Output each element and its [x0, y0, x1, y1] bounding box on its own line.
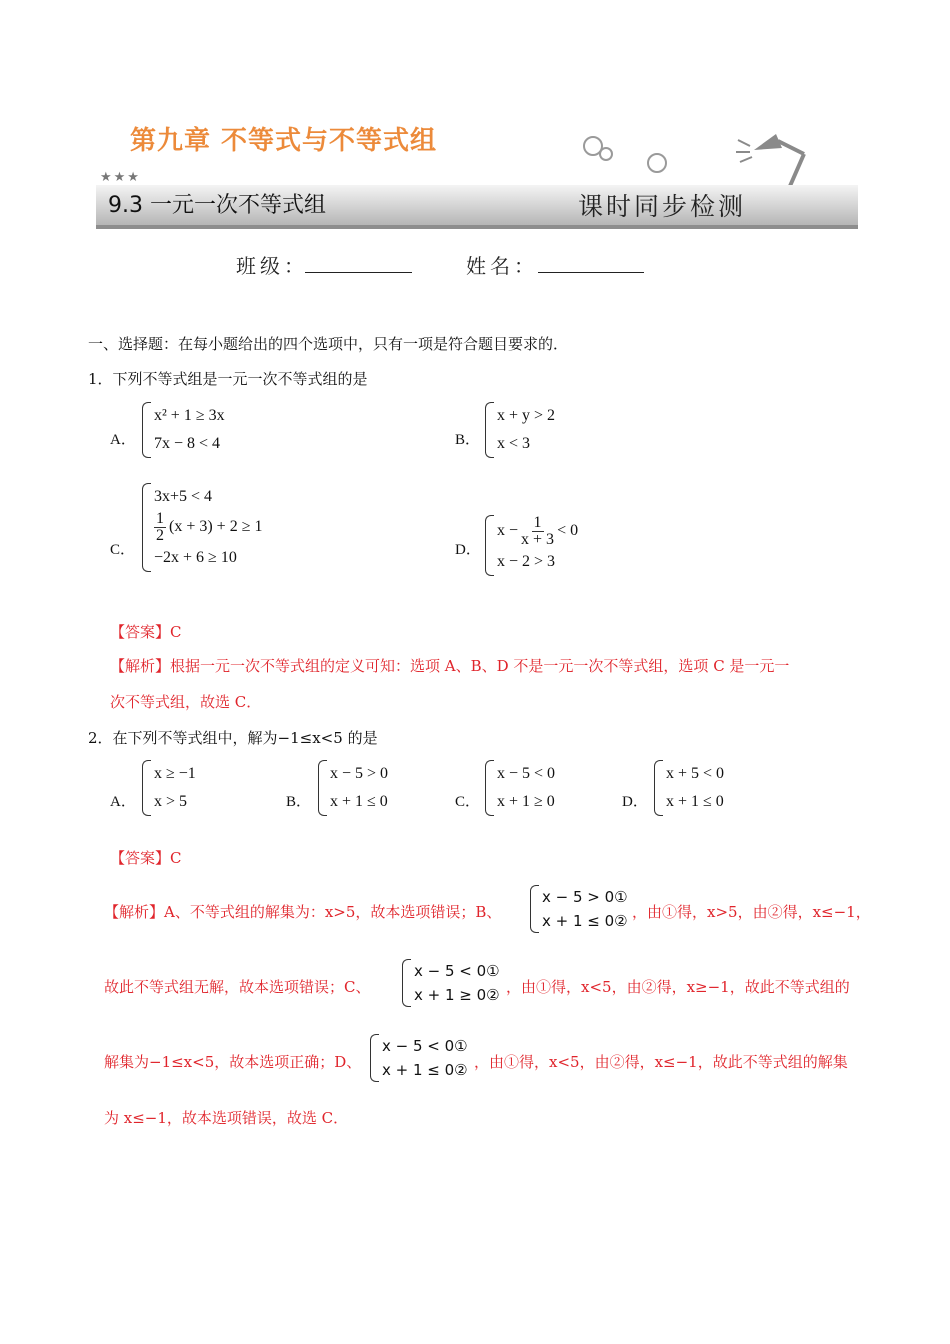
q2-a-line1: x ≥ −1: [154, 765, 196, 782]
q2-option-b-system: [318, 760, 388, 816]
q1-a-line1: x² + 1 ≥ 3x: [154, 407, 225, 424]
q1-a-line2: 7x − 8 < 4: [154, 435, 221, 452]
q2-a1-line2: x + 1 ≤ 0②: [542, 912, 628, 930]
q2-option-c-system: [485, 760, 555, 816]
q2-stem: 2．在下列不等式组中，解为−1≤x<5 的是: [88, 729, 378, 747]
class-field[interactable]: [305, 248, 412, 273]
q2-d-line1: x + 5 < 0: [666, 765, 725, 782]
q2-a1-line1: x − 5 > 0①: [542, 888, 628, 906]
q1-c-line2-rest: (x + 3) + 2 ≥ 1: [169, 518, 263, 536]
q1-c-line1: 3x+5 < 4: [154, 488, 213, 505]
section-title: 9.3 一元一次不等式组: [108, 193, 326, 218]
q2-analysis-2-system: [402, 959, 500, 1007]
q2-analysis-3-system: [370, 1034, 468, 1082]
q1-d-frac-num: 1: [533, 514, 542, 531]
q2-option-b-letter: B．: [286, 794, 312, 810]
q1-option-b-system: [485, 402, 555, 458]
desk-lamp-icon: [732, 128, 812, 190]
class-label: 班级：: [236, 254, 308, 278]
q1-option-c-system: [142, 483, 262, 572]
q2-analysis-3-pre: 解集为−1≤x<5，故本选项正确；D、: [104, 1053, 362, 1071]
q1-c-line3: −2x + 6 ≥ 10: [154, 549, 237, 566]
q2-analysis-1-system: [530, 885, 628, 933]
q1-c-frac-den: 2: [156, 527, 164, 544]
name-label: 姓名：: [466, 254, 538, 278]
q2-c-line2: x + 1 ≥ 0: [497, 793, 555, 810]
q2-answer: 【答案】C: [110, 849, 182, 867]
q1-answer: 【答案】C: [110, 623, 182, 641]
chapter-title: 第九章 不等式与不等式组: [130, 126, 438, 156]
q2-a-line2: x > 5: [154, 793, 188, 810]
q1-d-frac-den: x + 3: [521, 531, 555, 548]
q2-option-c-letter: C．: [455, 794, 481, 810]
name-field[interactable]: [538, 248, 644, 273]
q1-b-line2: x < 3: [497, 435, 531, 452]
q2-d-line2: x + 1 ≤ 0: [666, 793, 724, 810]
q1-b-line1: x + y > 2: [497, 407, 556, 424]
bubbles-decoration: [580, 130, 680, 185]
q1-c-frac-num: 1: [156, 510, 164, 527]
q2-a2-line2: x + 1 ≥ 0②: [414, 986, 500, 1004]
q2-c-line1: x − 5 < 0: [497, 765, 556, 782]
q1-option-b-letter: B．: [455, 432, 481, 448]
section-heading: 一、选择题：在每小题给出的四个选项中，只有一项是符合题目要求的．: [88, 335, 569, 353]
q2-option-a-letter: A．: [110, 794, 136, 810]
q2-analysis-1-pre: 【解析】A、不等式组的解集为：x>5，故本选项错误；B、: [104, 903, 502, 921]
q1-option-d-letter: D．: [455, 542, 481, 558]
q2-analysis-2-pre: 故此不等式组无解，故本选项错误；C、: [104, 978, 371, 996]
q1-analysis-line1: 【解析】根据一元一次不等式组的定义可知：选项 A、B、D 不是一元一次不等式组，选项 C 是一元一: [110, 657, 790, 675]
q1-analysis-line2: 次不等式组，故选 C．: [110, 693, 262, 711]
q2-option-a-system: [142, 760, 196, 816]
q2-analysis-3-post: ，由①得，x<5，由②得，x≤−1，故此不等式组的解集: [474, 1053, 848, 1071]
sync-label: 课时同步检测: [578, 192, 747, 221]
q1-d-line1-pre: x −: [497, 522, 519, 540]
q1-option-d-system: [485, 515, 578, 576]
q1-d-line2: x − 2 > 3: [497, 553, 556, 570]
q1-c-line2: [154, 511, 262, 544]
q2-analysis-2-post: ，由①得，x<5，由②得，x≥−1，故此不等式组的: [506, 978, 850, 996]
q2-analysis-4: 为 x≤−1，故本选项错误，故选 C．: [104, 1109, 349, 1127]
q1-stem: 1．下列不等式组是一元一次不等式组的是: [88, 370, 368, 388]
q2-a3-line2: x + 1 ≤ 0②: [382, 1061, 468, 1079]
stars-decoration: ★★★: [100, 170, 141, 185]
q2-option-d-letter: D．: [622, 794, 648, 810]
q2-a3-line1: x − 5 < 0①: [382, 1037, 468, 1055]
q2-b-line1: x − 5 > 0: [330, 765, 389, 782]
q1-option-a-system: [142, 402, 225, 458]
q1-option-c-letter: C．: [110, 542, 136, 558]
q1-d-line1-post: < 0: [557, 522, 579, 540]
q2-b-line2: x + 1 ≤ 0: [330, 793, 388, 810]
q2-a2-line1: x − 5 < 0①: [414, 962, 500, 980]
q1-option-a-letter: A．: [110, 432, 136, 448]
q2-analysis-1-post: ，由①得，x>5，由②得，x≤−1，: [632, 903, 871, 921]
q1-d-line1: [497, 515, 578, 548]
q2-option-d-system: [654, 760, 724, 816]
